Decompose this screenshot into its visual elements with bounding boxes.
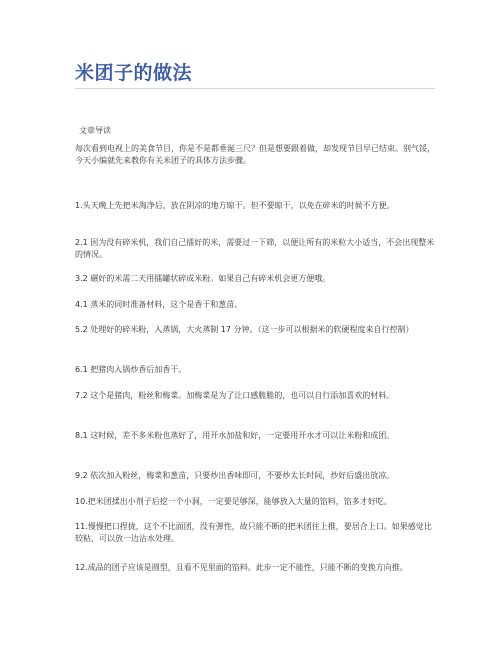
- guide-heading: 文章导读: [79, 126, 111, 135]
- step-paragraph: 3.2 碾好的米需二天用擂罐状碎成米粉。如果自己有碎米机会更方便哦。: [75, 274, 331, 283]
- step-paragraph: 8.1 这时候，差不多米粉也蒸好了，用开水加盐和好，一定要用开水才可以让米粉和成团。: [75, 431, 395, 440]
- step-paragraph: 2.1 因为没有碎米机，我们自己擂好的米，需要过一下筛，以便让所有的米粒大小适当，不会出现整米的情况。: [75, 238, 435, 259]
- step-paragraph: 7.2 这个是猪肉，粉丝和梅菜。加梅菜是为了让口感脆脆的，也可以自行添加喜欢的材料。: [75, 391, 395, 400]
- step-paragraph: 6.1 把猪肉入锅炒香后加香干。: [75, 365, 187, 374]
- step-paragraph: 10.把米团揉出小剂子后挖一个小洞，一定要足够深，能够放入大量的馅料，馅多才好吃。: [75, 497, 392, 506]
- step-paragraph: 1.头天晚上先把米淘净后，放在阴凉的地方晾干。但不要晾干，以免在碎米的时候不方便。: [75, 201, 395, 210]
- step-paragraph: 11.慢慢把口捏拢，这个不比面团，没有弹性，故只能不断的把米团往上推，要居合上口。如果感觉比较粘，可以放一边沾水处理。: [75, 522, 432, 543]
- guide-paragraph: 每次看到电视上的美食节目，你是不是都垂涎三尺？但是想要跟着做，却发现节目早已结束。别气馁，今天小编就先来教你有关米团子的具体方法步骤。: [75, 144, 435, 165]
- step-paragraph: 4.1 蒸米的同时准备材料，这个是香干和葱苗。: [75, 300, 243, 309]
- step-paragraph: 9.2 依次加入粉丝，梅菜和葱苗，只要炒出香味即可，不要炒太长时间，炒好后盛出放凉。: [75, 471, 395, 480]
- step-paragraph: 12.成品的团子应该是圆型，且看不见里面的馅料。此步一定不能性，只能不断的变换方向推。: [75, 563, 408, 572]
- step-paragraph: 5.2 处理好的碎米粉，入蒸锅，大火蒸制 17 分钟。（这一步可以根据米的软硬程度来自行控制）: [75, 325, 414, 334]
- title-divider: [75, 88, 435, 89]
- document-title: 米团子的做法: [75, 62, 193, 84]
